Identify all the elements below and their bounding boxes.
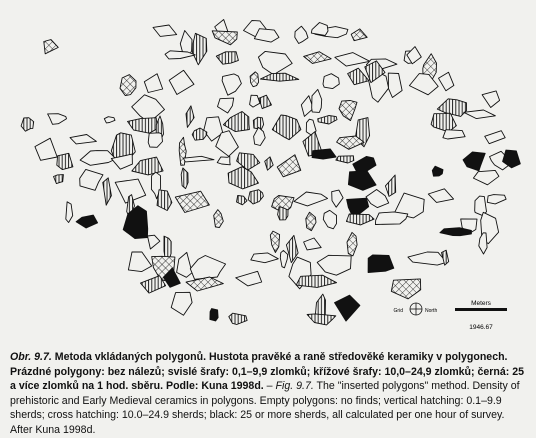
map-polygon — [144, 74, 162, 93]
map-canvas — [10, 6, 530, 344]
map-polygon — [216, 52, 238, 64]
map-polygon — [214, 210, 224, 228]
map-polygon — [177, 252, 193, 277]
map-polygon — [54, 175, 64, 184]
map-polygon — [21, 118, 34, 132]
map-polygon — [258, 51, 292, 74]
map-polygon — [294, 192, 328, 206]
map-polygon — [251, 253, 278, 263]
map-polygon — [237, 196, 248, 205]
map-polygon — [44, 40, 59, 54]
map-polygon — [248, 190, 263, 204]
map-polygon — [348, 171, 376, 191]
grid-label: Grid — [393, 308, 403, 314]
map-polygon — [280, 250, 287, 267]
map-polygon — [307, 314, 336, 325]
map-polygon — [175, 191, 209, 212]
map-polygon — [128, 118, 158, 134]
map-polygon — [312, 89, 322, 112]
map-polygon — [186, 106, 194, 128]
map-polygon — [443, 130, 465, 139]
map-polygon — [217, 157, 230, 165]
map-polygon — [277, 155, 301, 177]
map-polygon — [66, 202, 73, 223]
map-polygon — [181, 168, 188, 189]
map-polygon — [487, 195, 506, 204]
map-polygon — [132, 157, 163, 175]
caption-text-en: The "inserted polygons" method. Density of prehistoric and Early Medieval ceramics in polygons. Empty polygons: no finds; vertical hatching: 0.1–9.9 sherds; cross hatching: 10.0–24.9 sherds; black: 25 or more sherds, all calculated per one hour of survey. After Kuna 1998d. — [10, 380, 520, 436]
map-polygon — [346, 214, 374, 225]
scale-label: Meters — [471, 300, 491, 307]
map-polygon — [317, 255, 351, 275]
map-polygon — [169, 70, 194, 94]
map-polygon — [186, 277, 223, 291]
map-polygon — [323, 210, 336, 229]
map-polygon — [183, 156, 214, 162]
map-polygon — [348, 68, 369, 85]
map-polygon — [228, 167, 258, 189]
map-polygon — [250, 72, 259, 87]
map-polygon — [254, 127, 266, 145]
map-polygon — [311, 23, 328, 36]
map-polygon — [485, 131, 506, 144]
map-polygon — [351, 29, 367, 41]
map-polygon — [473, 170, 499, 184]
map-polygon — [80, 169, 103, 190]
map-polygon — [153, 25, 177, 36]
map-polygon — [385, 175, 395, 196]
map-polygon — [236, 271, 262, 286]
map-polygon — [339, 101, 357, 121]
map-polygon — [57, 153, 73, 169]
map-polygon — [254, 29, 279, 42]
map-polygon — [210, 309, 218, 321]
map-polygon — [432, 166, 443, 176]
map-polygon — [482, 91, 500, 108]
map-polygon — [335, 295, 360, 321]
map-polygon — [104, 117, 115, 123]
map-polygon — [428, 189, 453, 203]
map-polygon — [76, 215, 98, 228]
map-legend — [394, 300, 507, 331]
map-polygon — [212, 31, 237, 45]
map-polygon — [318, 116, 337, 125]
map-polygon — [171, 292, 192, 315]
map-polygon — [312, 149, 336, 159]
map-polygon — [272, 115, 301, 140]
map-polygon — [388, 73, 402, 97]
map-polygon — [440, 228, 472, 236]
map-polygon — [439, 72, 454, 91]
map-polygon — [265, 157, 274, 170]
map-polygon — [323, 74, 339, 89]
map-polygon — [223, 112, 249, 132]
map-polygon — [296, 275, 336, 287]
map-polygon — [295, 26, 308, 43]
caption-fig-label-cz: Obr. 9.7. — [10, 351, 52, 363]
map-polygon — [80, 151, 116, 166]
map-polygon — [259, 95, 272, 108]
map-polygon — [157, 190, 172, 211]
map-polygon — [103, 178, 112, 205]
scale-value: 1946.67 — [469, 324, 493, 331]
map-polygon — [347, 232, 357, 256]
map-polygon — [304, 238, 322, 250]
map-polygon — [408, 252, 447, 265]
map-polygon — [368, 255, 394, 273]
caption-text-cz: Metoda vkládaných polygonů. Hustota pravěké a raně středověké keramiky v polygonech. Prázdné polygony: bez nálezů; svislé šrafy: 0,1–9,9 zlomků; křížové šrafy: 10,0–24,9 zlomků; černá: 25 a více zlomků na 1 hod. sběru. Podle: Kuna 1998d. — [10, 351, 525, 393]
caption-dash: – — [263, 380, 276, 393]
map-polygon — [464, 110, 496, 119]
map-polygon — [306, 212, 316, 231]
map-polygon — [463, 152, 485, 171]
caption-fig-label-en: Fig. 9.7. — [275, 380, 314, 393]
scale-bar — [455, 308, 507, 311]
map-polygon — [229, 313, 247, 324]
map-polygon — [148, 235, 160, 249]
map-polygon — [120, 75, 136, 96]
map-polygon — [304, 52, 332, 64]
map-polygon — [48, 114, 67, 125]
map-polygon — [479, 233, 487, 254]
map-polygon — [222, 74, 241, 95]
map-polygon — [375, 212, 407, 225]
map-polygon — [391, 279, 420, 299]
map-polygon — [35, 138, 57, 160]
map-polygon — [366, 190, 389, 208]
map-polygon — [70, 135, 96, 144]
figure-caption — [10, 350, 526, 438]
map-polygon — [148, 133, 162, 148]
map-polygon — [332, 190, 343, 207]
map-polygon — [193, 33, 207, 65]
map-polygon — [250, 95, 260, 107]
map-polygon — [260, 73, 298, 81]
map-polygon — [270, 231, 279, 252]
north-label: North — [425, 308, 438, 314]
map-polygon — [128, 252, 151, 272]
map-polygon — [190, 256, 225, 280]
polygon-density-map — [10, 6, 530, 344]
map-polygon — [218, 98, 234, 113]
map-polygon — [431, 113, 456, 132]
map-polygon — [336, 156, 354, 163]
map-polygon — [353, 156, 376, 171]
map-polygon — [335, 53, 370, 67]
